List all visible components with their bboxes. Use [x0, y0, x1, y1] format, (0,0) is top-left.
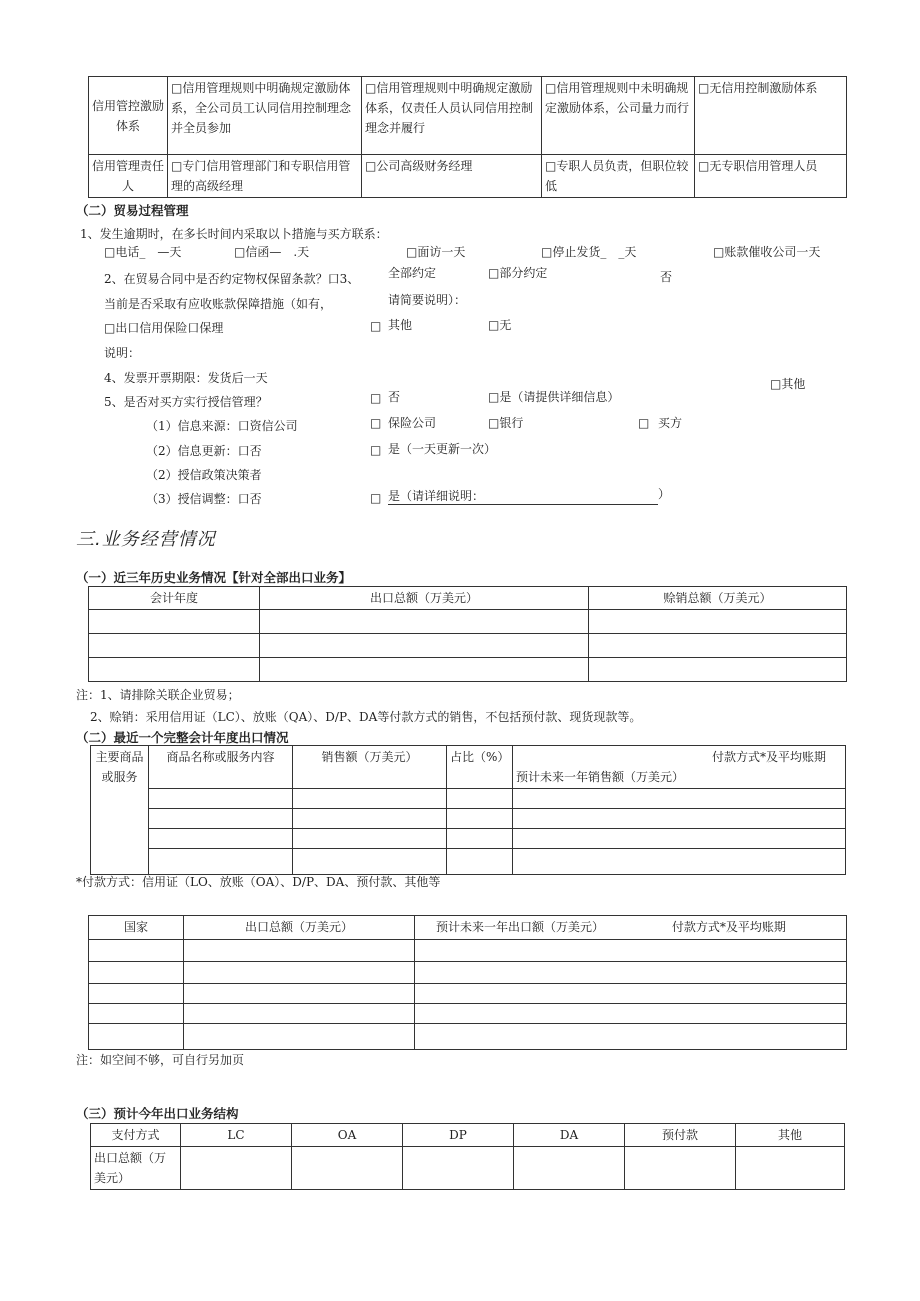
table-cell[interactable]	[514, 1147, 625, 1190]
table-cell[interactable]	[89, 658, 260, 682]
products-table	[90, 745, 846, 875]
table-cell[interactable]	[89, 940, 184, 962]
header-country: 国家	[89, 916, 184, 940]
table-cell[interactable]	[89, 610, 260, 634]
table-cell[interactable]	[149, 789, 293, 809]
q2-no-option[interactable]: 否	[660, 270, 673, 284]
table-cell[interactable]	[89, 1024, 184, 1050]
table-cell[interactable]	[513, 809, 846, 829]
table-cell[interactable]	[415, 940, 847, 962]
table-cell[interactable]	[149, 809, 293, 829]
q5-update-yes-checkbox[interactable]: □	[370, 443, 382, 457]
table-cell[interactable]	[184, 984, 415, 1004]
q5-bank-option[interactable]: □银行	[488, 416, 524, 430]
header-payment-terms-cell	[513, 746, 846, 789]
option-cell[interactable]: □专门信用管理部门和专职信用管理的高级经理	[168, 155, 362, 198]
table-cell[interactable]	[415, 1004, 847, 1024]
question-3: 当前是否采取有应收账款保障措施（如有，	[104, 297, 333, 311]
q5-adjust-yes-checkbox[interactable]: □	[370, 491, 382, 505]
question-2: 2、在贸易合同中是否约定物权保留条款？口3、	[104, 272, 360, 286]
header-credit-sales-total: 赊销总额（万美元）	[589, 587, 847, 610]
table-cell[interactable]	[513, 789, 846, 809]
table-cell[interactable]	[513, 849, 846, 875]
table-cell[interactable]	[184, 940, 415, 962]
table-cell[interactable]	[149, 829, 293, 849]
header-forecast-sales: 预计未来一年销售额（万美元）	[516, 770, 685, 784]
header-share: 占比（%）	[447, 746, 513, 789]
q1-phone-option[interactable]: □电话_ —天	[104, 245, 182, 259]
q3-note: 请简要说明）：	[388, 293, 467, 307]
history-heading: （一）近三年历史业务情况【针对全部出口业务】	[76, 570, 352, 585]
table-cell[interactable]	[415, 984, 847, 1004]
table-cell[interactable]	[260, 658, 589, 682]
q5-adjust-close-paren: ）	[658, 487, 671, 501]
question-5: 5、是否对买方实行授信管理？	[104, 395, 268, 409]
q2-all-option[interactable]: 全部约定	[388, 266, 437, 280]
q5-insurance-label: 保险公司	[388, 416, 437, 430]
table-cell[interactable]	[447, 829, 513, 849]
table-cell[interactable]	[293, 849, 447, 875]
q5-info-source[interactable]: （1）信息来源：口资信公司	[146, 419, 298, 433]
q5-buyer-label: 买方	[658, 416, 683, 430]
structure-table	[90, 1123, 845, 1190]
table-cell[interactable]	[260, 634, 589, 658]
table-cell[interactable]	[589, 634, 847, 658]
q5-buyer-checkbox[interactable]: □	[638, 416, 650, 430]
question-4: 4、发票开票期限：发货后一天	[104, 371, 268, 385]
q5-insurance-checkbox[interactable]: □	[370, 416, 382, 430]
table-cell[interactable]	[292, 1147, 403, 1190]
header-payment-terms: 付款方式*及平均账期	[711, 750, 826, 764]
table-cell[interactable]	[589, 610, 847, 634]
table-cell[interactable]	[260, 610, 589, 634]
section-3-title: 三.业务经营情况	[76, 529, 216, 550]
q1-collection-agency-option[interactable]: □账款催收公司一天	[713, 245, 821, 259]
header-sales-amount: 销售额（万美元）	[293, 746, 447, 789]
q1-visit-option[interactable]: □面访一天	[406, 245, 466, 259]
header-forecast-payment-cell	[415, 916, 847, 940]
header-payment-method: 支付方式	[91, 1124, 181, 1147]
header-lc: LC	[181, 1124, 292, 1147]
table-cell[interactable]	[89, 984, 184, 1004]
table-cell[interactable]	[149, 849, 293, 875]
credit-management-table	[88, 76, 847, 198]
header-export-total: 出口总额（万美元）	[184, 916, 415, 940]
table-cell[interactable]	[184, 1004, 415, 1024]
table-cell[interactable]	[447, 789, 513, 809]
q3-explain: 说明：	[104, 346, 141, 360]
table-cell[interactable]	[293, 809, 447, 829]
option-cell[interactable]: □信用管理规则中未明确规定激励体系，公司量力而行	[542, 77, 695, 155]
header-dp: DP	[403, 1124, 514, 1147]
table-cell[interactable]	[447, 809, 513, 829]
header-product-name: 商品名称或服务内容	[149, 746, 293, 789]
row-label-incentive: 信用管控激励体系	[89, 77, 168, 155]
table-cell[interactable]	[89, 1004, 184, 1024]
header-other: 其他	[736, 1124, 845, 1147]
header-export-total: 出口总额（万美元）	[260, 587, 589, 610]
option-cell[interactable]: □无专职信用管理人员	[695, 155, 847, 198]
table-cell[interactable]	[589, 658, 847, 682]
q3-none-option[interactable]: □无	[488, 318, 512, 332]
q5-decision-maker: （2）授信政策决策者	[146, 468, 262, 482]
table-cell[interactable]	[293, 829, 447, 849]
table-cell[interactable]	[181, 1147, 292, 1190]
q5-credit-adjust[interactable]: （3）授信调整：口否	[146, 492, 262, 506]
table-cell[interactable]	[415, 1024, 847, 1050]
header-da: DA	[514, 1124, 625, 1147]
q5-update-yes-label: 是（一天更新一次）	[388, 442, 497, 456]
q1-letter-option[interactable]: □信函— .天	[234, 245, 310, 259]
q5-yes-option[interactable]: □是（请提供详细信息）	[488, 390, 620, 404]
option-cell[interactable]: □信用管理规则中明确规定激励体系，仅责任人员认同信用控制理念并履行	[362, 77, 542, 155]
q2-partial-option[interactable]: □部分约定	[488, 266, 548, 280]
note-3: 注：如空间不够，可自行另加页	[76, 1053, 245, 1067]
q1-stop-shipping-option[interactable]: □停止发货_ _天	[541, 245, 637, 259]
main-products-label: 主要商品或服务	[91, 746, 149, 875]
option-cell[interactable]: □专职人员负责，但职位较低	[542, 155, 695, 198]
option-cell[interactable]: □无信用控制激励体系	[695, 77, 847, 155]
table-cell[interactable]	[447, 849, 513, 875]
table-cell[interactable]	[89, 634, 260, 658]
question-1: 1、发生逾期时，在多长时间内采取以卜措施与买方联系：	[80, 227, 388, 241]
q3-insurance-factoring-options[interactable]: □出口信用保险口保理	[104, 321, 224, 335]
table-cell[interactable]	[403, 1147, 514, 1190]
structure-heading: （三）预计今年出口业务结构	[76, 1106, 239, 1121]
q5-info-update[interactable]: （2）信息更新：口否	[146, 444, 262, 458]
payment-method-note: *付款方式：信用证（LO、放账（OA）、D/P、DA、预付款、其他等	[76, 875, 441, 889]
table-cell[interactable]	[89, 962, 184, 984]
header-prepayment: 预付款	[625, 1124, 736, 1147]
header-payment-terms: 付款方式*及平均账期	[671, 920, 786, 934]
table-cell[interactable]	[513, 829, 846, 849]
table-cell[interactable]	[184, 1024, 415, 1050]
q5-no-checkbox[interactable]: □	[370, 391, 382, 405]
q4-other-option[interactable]: □其他	[770, 377, 806, 391]
recent-year-heading: （二）最近一个完整会计年度出口情况	[76, 730, 289, 745]
history-table	[88, 586, 847, 682]
table-cell[interactable]	[736, 1147, 845, 1190]
option-cell[interactable]: □信用管理规则中明确规定激励体系，全公司员工认同信用控制理念并全员参加	[168, 77, 362, 155]
row-label-responsible: 信用管理责任人	[89, 155, 168, 198]
table-cell[interactable]	[184, 962, 415, 984]
header-oa: OA	[292, 1124, 403, 1147]
q3-other-label: 其他	[388, 318, 413, 332]
note-1: 注：1、请排除关联企业贸易；	[76, 688, 240, 702]
q5-no-label: 否	[388, 390, 401, 404]
header-fiscal-year: 会计年度	[89, 587, 260, 610]
trade-process-heading: （二）贸易过程管理	[76, 203, 189, 218]
q3-other-checkbox[interactable]: □	[370, 319, 382, 333]
note-2: 2、赊销：采用信用证（LC）、放账（QA）、D/P、DA等付款方式的销售，不包括预付款、现货现款等。	[90, 710, 642, 724]
table-cell[interactable]	[625, 1147, 736, 1190]
option-cell[interactable]: □公司高级财务经理	[362, 155, 542, 198]
header-forecast-export: 预计未来一年出口额（万美元）	[436, 920, 605, 934]
country-table	[88, 915, 847, 1050]
table-cell[interactable]	[415, 962, 847, 984]
table-cell[interactable]	[293, 789, 447, 809]
q5-adjust-detail-field[interactable]	[388, 487, 658, 505]
row-label-export-total: 出口总额（万美元）	[91, 1147, 181, 1190]
q5-adjust-detail-label: 是（请详细说明：	[388, 489, 485, 503]
